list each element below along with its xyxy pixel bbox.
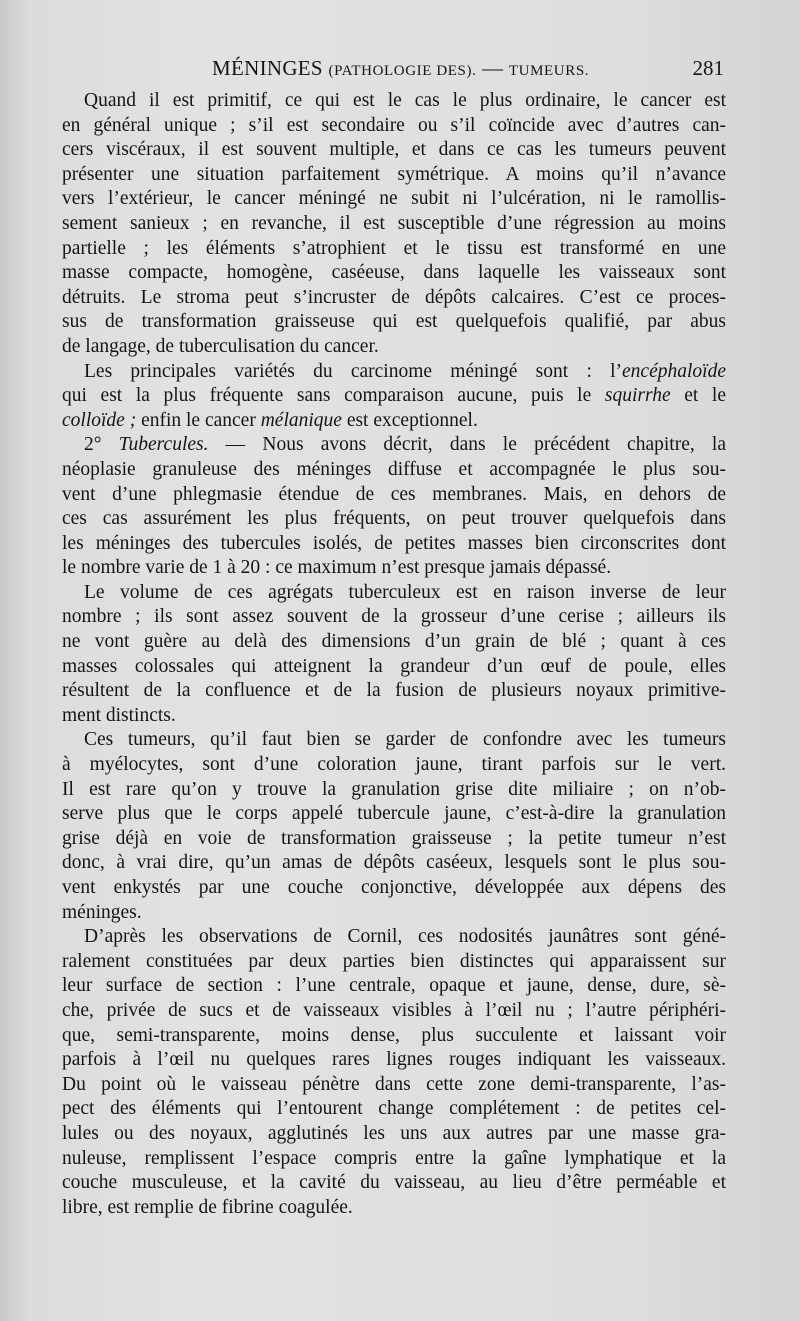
text-line: résultent de la confluence et de la fusion de plusieurs noyaux primitive- [62,680,726,702]
text-line: de langage, de tuberculisation du cancer. [62,335,379,357]
text-line: couche musculeuse, et la cavité du vaisseau, au lieu d’être perméable et [62,1172,726,1194]
text-line: néoplasie granuleuse des méninges diffuse et accompagnée le plus sou- [62,458,726,480]
text-line: pect des éléments qui l’entourent change complétement : de petites cel- [62,1098,726,1120]
text-line: parfois à l’œil nu quelques rares lignes rouges indiquant les vaisseaux. [62,1049,726,1071]
running-header [62,56,726,86]
text-line: Du point où le vaisseau pénètre dans cette zone demi-transparente, l’as- [62,1073,726,1095]
body-text [62,89,726,1220]
text-line: partielle ; les éléments s’atrophient et le tissu est transformé en une [62,237,726,259]
text-line: ralement constituées par deux parties bien distinctes qui apparaissent sur [62,950,726,972]
text-line: à myélocytes, sont d’une coloration jaune, tirant parfois sur le vert. [62,754,726,776]
text-line: ces cas assurément les plus fréquents, on peut trouver quelquefois dans [62,508,726,530]
text-line: vent enkystés par une couche conjonctive, développée aux dépens des [62,877,726,898]
text-line: nuleuse, remplissent l’espace compris entre la gaîne lymphatique et la [62,1147,726,1169]
text-line: Les principales variétés du carcinome méningé sont : l’encéphaloïde [84,360,726,382]
running-title: MÉNINGES (PATHOLOGIE DES). — TUMEURS. [212,56,590,80]
text-line: en général unique ; s’il est secondaire ou s’il coïncide avec d’autres can- [62,114,726,136]
text-line: cers viscéraux, il est souvent multiple, et dans ce cas les tumeurs peuvent [62,139,726,161]
title-section: TUMEURS. [508,63,590,79]
text-line: vers l’extérieur, le cancer méningé ne subit ni l’ulcération, ni le ramollis- [62,188,726,210]
text-line: qui est la plus fréquente sans comparaison aucune, puis le squirrhe et le [62,385,726,407]
text-line: grise déjà en voie de transformation graisseuse ; la petite tumeur n’est [62,827,726,849]
text-line: ne vont guère au delà des dimensions d’un grain de blé ; quant à ces [62,631,726,653]
text-line: vent d’une phlegmasie étendue de ces membranes. Mais, en dehors de [62,483,726,505]
text-line: 2° Tubercules. — Nous avons décrit, dans le précédent chapitre, la [84,434,726,456]
text-line: le nombre varie de 1 à 20 : ce maximum n’est presque jamais dépassé. [62,557,612,579]
text-line: colloïde ; enfin le cancer mélanique est exceptionnel. [62,409,478,431]
text-line: les méninges des tubercules isolés, de petites masses bien circonscrites dont [62,532,726,554]
text-line: ment distincts. [62,704,176,726]
text-line: Le volume de ces agrégats tuberculeux est en raison inverse de leur [84,581,726,603]
title-dash: — [482,56,504,80]
text-line: présenter une situation parfaitement symétrique. A moins qu’il n’avance [62,163,726,185]
text-line: masses colossales qui atteignent la grandeur d’un œuf de poule, elles [62,655,726,677]
text-line: donc, à vrai dire, qu’un amas de dépôts caséeux, lesquels sont le plus sou- [62,852,726,874]
text-line: Quand il est primitif, ce qui est le cas le plus ordinaire, le cancer est [84,90,726,111]
text-line: serve plus que le corps appelé tubercule jaune, c’est-à-dire la granulation [62,803,726,825]
text-line: libre, est remplie de fibrine coagulée. [62,1196,353,1218]
text-line: sement sanieux ; en revanche, il est susceptible d’une régression au moins [62,212,726,234]
text-line: Il est rare qu’on y trouve la granulation grise dite miliaire ; on n’ob- [62,778,726,800]
text-line: D’après les observations de Cornil, ces nodosités jaunâtres sont géné- [84,926,726,948]
text-line: lules ou des noyaux, agglutinés les uns aux autres par une masse gra- [62,1122,726,1144]
text-line: leur surface de section : l’une centrale, opaque et jaune, dense, dure, sè- [62,975,726,997]
text-line: nombre ; ils sont assez souvent de la grosseur d’une cerise ; ailleurs ils [62,606,726,628]
text-line: Ces tumeurs, qu’il faut bien se garder de confondre avec les tumeurs [84,729,726,751]
title-parenthetical: (PATHOLOGIE DES). [328,63,477,79]
text-line: détruits. Le stroma peut s’incruster de dépôts calcaires. C’est ce proces- [62,286,726,308]
page-number: 281 [692,56,724,80]
text-line: che, privée de sucs et de vaisseaux visibles à l’œil nu ; l’autre périphéri- [62,999,726,1021]
text-line: que, semi-transparente, moins dense, plus succulente et laissant voir [62,1024,726,1046]
text-line: méninges. [62,901,142,923]
text-line: masse compacte, homogène, caséeuse, dans laquelle les vaisseaux sont [62,262,726,284]
text-line: sus de transformation graisseuse qui est quelquefois qualifié, par abus [62,311,726,333]
